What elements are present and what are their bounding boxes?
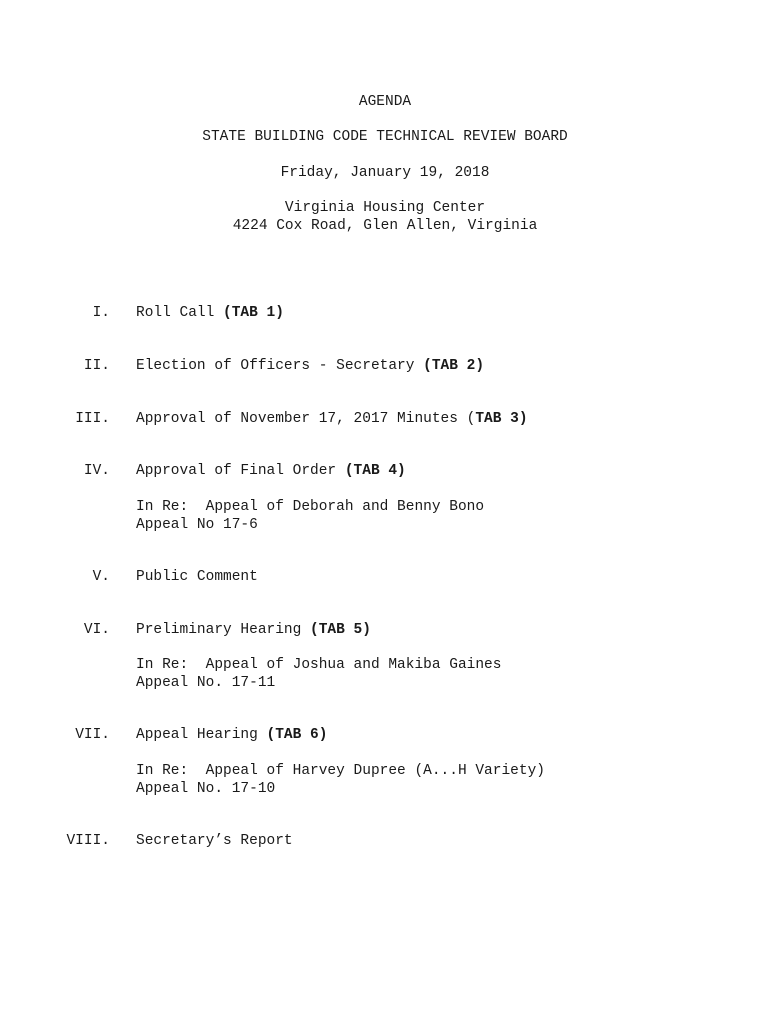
item-numeral: VII.	[75, 727, 110, 743]
meeting-date: Friday, January 19, 2018	[280, 165, 490, 181]
item-text: Election of Officers - Secretary	[136, 358, 424, 374]
item-numeral: IV.	[83, 463, 110, 479]
agenda-item-roll-call	[136, 304, 284, 322]
agenda-item-appeal-hearing	[136, 726, 327, 744]
item-numeral: III.	[75, 411, 110, 427]
item-text: Public Comment	[136, 569, 258, 585]
tab-reference: (TAB 4)	[344, 463, 406, 479]
agenda-item-election	[136, 357, 484, 375]
item-text: Approval of Final Order	[136, 463, 345, 479]
tab-reference: TAB 3)	[475, 411, 528, 427]
item-text: Preliminary Hearing	[136, 622, 311, 638]
agenda-item-secretary-report	[136, 832, 293, 850]
item-text: Roll Call	[136, 305, 224, 321]
board-name: STATE BUILDING CODE TECHNICAL REVIEW BOARD	[202, 129, 568, 145]
appeal-case: In Re: Appeal of Joshua and Makiba Gaines	[136, 657, 502, 673]
appeal-number: Appeal No. 17-10	[136, 781, 276, 797]
tab-reference: (TAB 6)	[266, 727, 328, 743]
item-text: Secretary’s Report	[136, 833, 293, 849]
item-numeral: II.	[83, 358, 110, 374]
agenda-item-public-comment	[136, 568, 258, 586]
agenda-item-preliminary-hearing	[136, 621, 371, 639]
appeal-case: In Re: Appeal of Harvey Dupree (A...H Variety)	[136, 763, 545, 779]
item-numeral: V.	[92, 569, 110, 585]
appeal-case: In Re: Appeal of Deborah and Benny Bono	[136, 499, 485, 515]
venue-name: Virginia Housing Center	[284, 200, 486, 216]
item-numeral: VIII.	[66, 833, 110, 849]
tab-reference: (TAB 1)	[223, 305, 284, 321]
agenda-item-final-order	[136, 462, 406, 480]
agenda-title: AGENDA	[358, 94, 412, 110]
tab-reference: (TAB 2)	[423, 358, 485, 374]
item-numeral: I.	[92, 305, 110, 321]
agenda-item-minutes	[136, 410, 528, 428]
venue-address: 4224 Cox Road, Glen Allen, Virginia	[232, 218, 538, 234]
appeal-number: Appeal No 17-6	[136, 517, 258, 533]
appeal-number: Appeal No. 17-11	[136, 675, 276, 691]
tab-reference: (TAB 5)	[310, 622, 371, 638]
item-text: Appeal Hearing	[136, 727, 267, 743]
item-numeral: VI.	[83, 622, 110, 638]
item-text: Approval of November 17, 2017 Minutes (	[136, 411, 476, 427]
